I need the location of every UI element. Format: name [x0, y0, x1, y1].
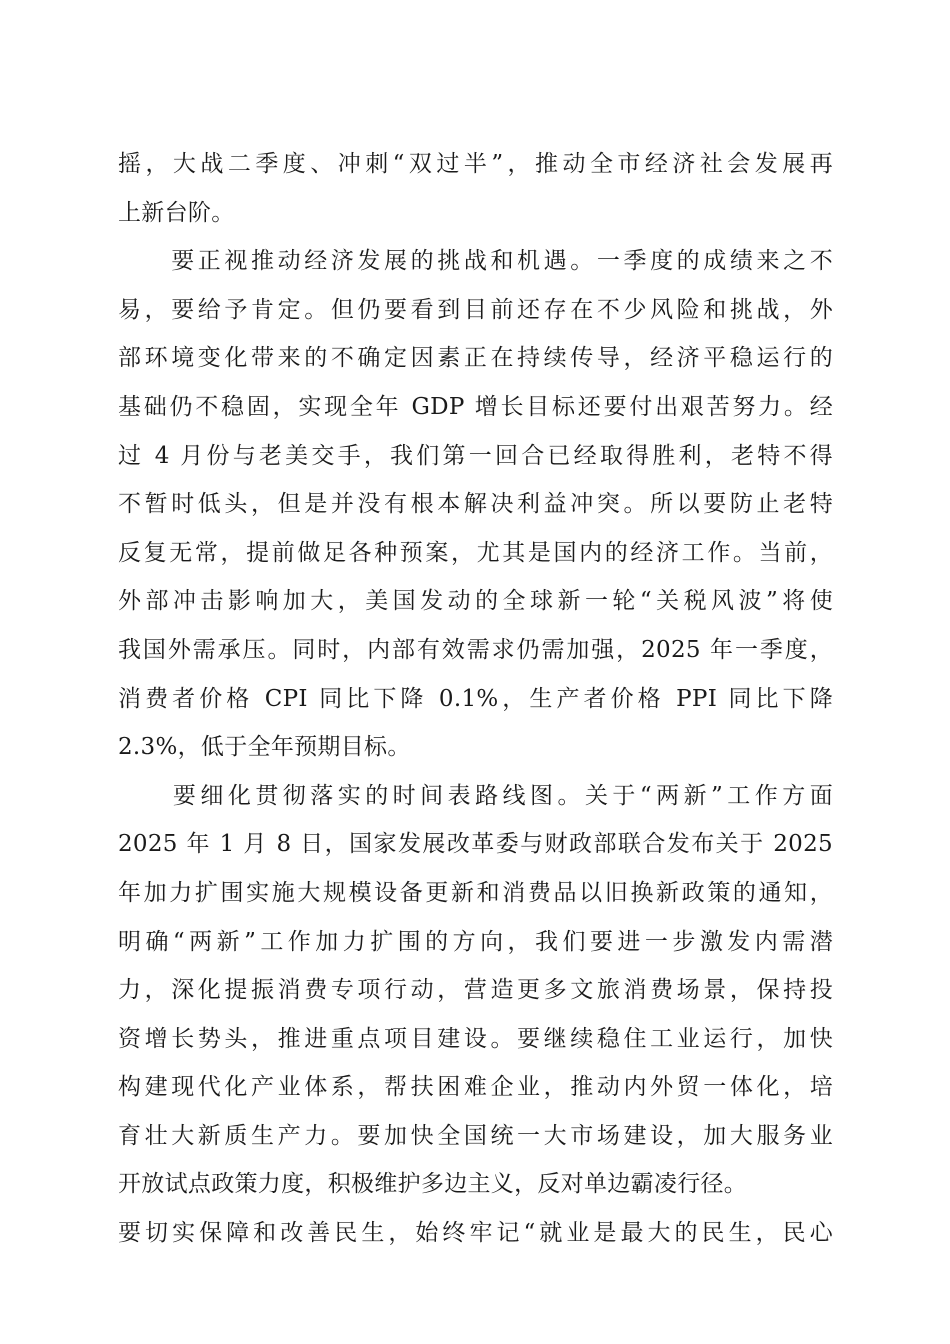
body-text — [118, 140, 833, 1258]
text-line: 力，深化提振消费专项行动，营造更多文旅消费场景，保持投 — [118, 977, 833, 1004]
text-line: 育壮大新质生产力。要加快全国统一大市场建设，加大服务业 — [118, 1122, 833, 1149]
text-line: 消费者价格 CPI 同比下降 0.1%，生产者价格 PPI 同比下降 — [118, 685, 833, 712]
text-line: 构建现代化产业体系，帮扶困难企业，推动内外贸一体化，培 — [118, 1074, 833, 1101]
text-line: 资增长势头，推进重点项目建设。要继续稳住工业运行，加快 — [118, 1025, 833, 1052]
text-line: 明确“两新”工作加力扩围的方向，我们要进一步激发内需潜 — [118, 928, 833, 955]
text-line: 我国外需承压。同时，内部有效需求仍需加强，2025 年一季度， — [118, 636, 833, 663]
text-line: 摇，大战二季度、冲刺“双过半”，推动全市经济社会发展再 — [118, 151, 833, 177]
text-line: 2025 年 1 月 8 日，国家发展改革委与财政部联合发布关于 2025 — [118, 831, 833, 858]
text-line: 外部冲击影响加大，美国发动的全球新一轮“关税风波”将使 — [118, 588, 833, 615]
text-line: 基础仍不稳固，实现全年 GDP 增长目标还要付出艰苦努力。经 — [118, 393, 833, 420]
paragraph-start-line: 要细化贯彻落实的时间表路线图。关于“两新”工作方面 — [118, 782, 833, 809]
text-line: 开放试点政策力度，积极维护多边主义，反对单边霸凌行径。 — [118, 1171, 748, 1198]
text-line: 要切实保障和改善民生，始终牢记“就业是最大的民生，民心 — [118, 1220, 833, 1247]
text-line: 2.3%，低于全年预期目标。 — [118, 734, 411, 761]
paragraph-start-line: 要正视推动经济发展的挑战和机遇。一季度的成绩来之不 — [118, 248, 833, 275]
text-line: 部环境变化带来的不确定因素正在持续传导，经济平稳运行的 — [118, 345, 833, 372]
text-line: 易，要给予肯定。但仍要看到目前还存在不少风险和挑战，外 — [118, 296, 833, 323]
text-line: 不暂时低头，但是并没有根本解决利益冲突。所以要防止老特 — [118, 491, 833, 518]
text-line: 上新台阶。 — [118, 199, 235, 226]
text-line: 反复无常，提前做足各种预案，尤其是国内的经济工作。当前， — [118, 539, 833, 566]
text-line: 年加力扩围实施大规模设备更新和消费品以旧换新政策的通知， — [118, 879, 833, 906]
text-line: 过 4 月份与老美交手，我们第一回合已经取得胜利，老特不得 — [118, 442, 833, 469]
